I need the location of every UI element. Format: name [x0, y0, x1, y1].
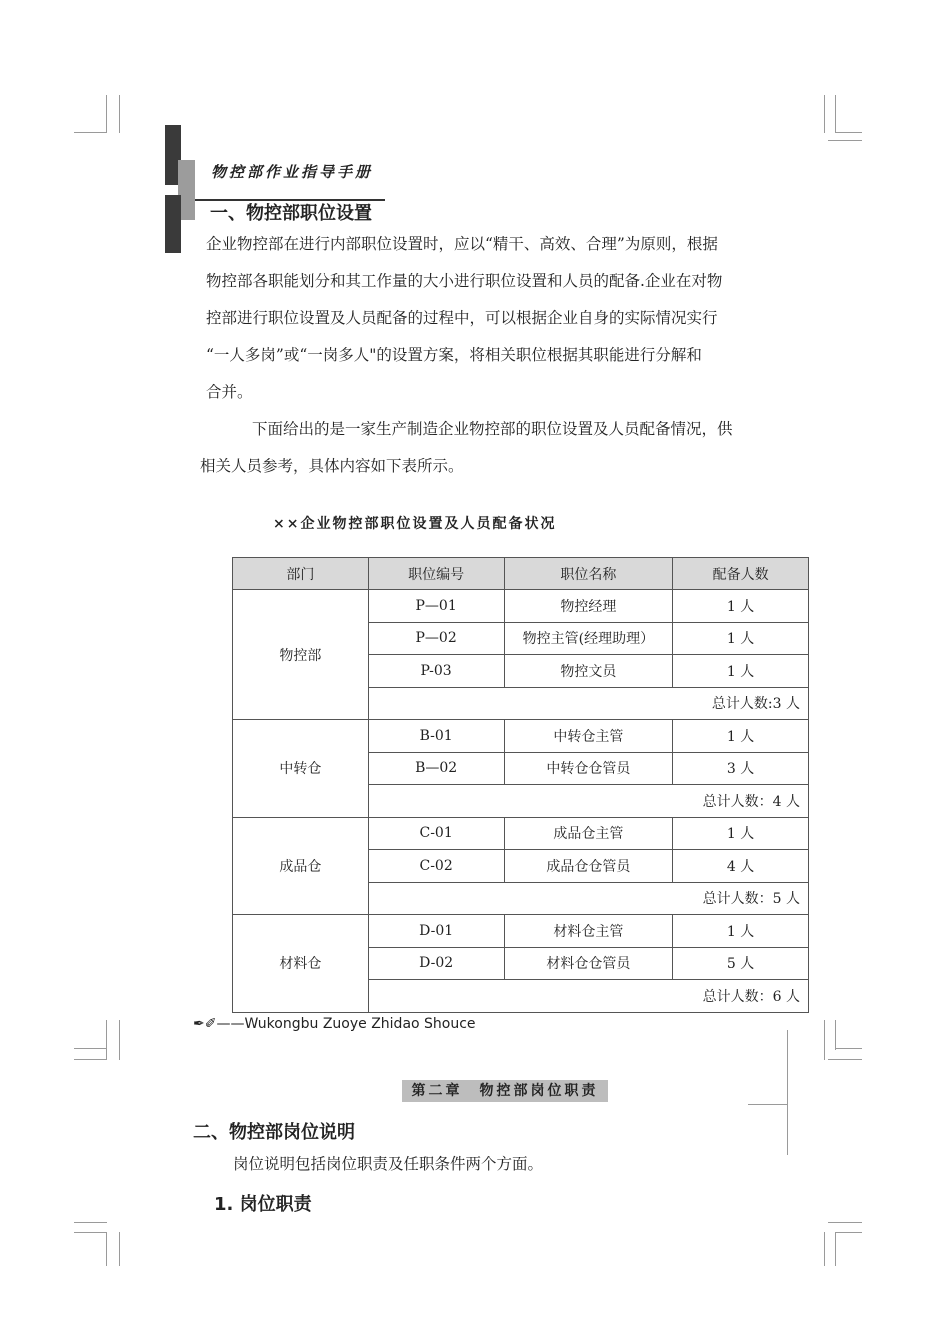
paragraph-line: 合并。	[206, 383, 253, 401]
section1-title: 一、物控部职位设置	[210, 203, 372, 224]
table-row	[233, 915, 809, 948]
headcount: 1 人	[673, 655, 809, 688]
crop-mark	[835, 1048, 862, 1049]
headcount: 4 人	[673, 850, 809, 883]
dept-cell: 物控部	[233, 590, 369, 720]
crop-mark	[119, 1020, 120, 1060]
paragraph-line: 相关人员参考，具体内容如下表所示。	[200, 457, 464, 475]
crop-mark	[828, 1059, 862, 1060]
position-name: 物控主管(经理助理）	[504, 622, 673, 655]
crop-mark	[74, 1048, 107, 1049]
paragraph-line: 企业物控部在进行内部职位设置时，应以“精干、高效、合理”为原则，根据	[206, 235, 718, 253]
position-name: 中转仓主管	[504, 720, 673, 753]
column-header: 部门	[233, 558, 369, 590]
position-name: 材料仓仓管员	[504, 947, 673, 980]
column-header: 职位名称	[504, 558, 673, 590]
table-row	[233, 720, 809, 753]
section2-title: 二、物控部岗位说明	[193, 1122, 355, 1143]
paragraph-line: 下面给出的是一家生产制造企业物控部的职位设置及人员配备情况，供	[252, 420, 733, 438]
position-code: B—02	[368, 752, 504, 785]
crop-mark	[74, 1232, 107, 1233]
paragraph-line: 控部进行职位设置及人员配备的过程中，可以根据企业自身的实际情况实行	[206, 309, 718, 327]
crop-mark	[828, 1222, 862, 1223]
crop-mark	[835, 95, 836, 133]
crop-mark	[828, 140, 862, 141]
headcount: 5 人	[673, 947, 809, 980]
dept-cell: 中转仓	[233, 720, 369, 818]
crop-mark	[835, 1232, 862, 1233]
group-total: 总计人数：6 人	[368, 980, 808, 1013]
position-name: 材料仓主管	[504, 915, 673, 948]
section1-paragraph2	[200, 411, 816, 485]
paragraph-line: 物控部各职能划分和其工作量的大小进行职位设置和人员的配备.企业在对物	[206, 272, 723, 290]
position-code: D-02	[368, 947, 504, 980]
group-total: 总计人数:3 人	[368, 687, 808, 720]
position-code: D-01	[368, 915, 504, 948]
headcount: 1 人	[673, 590, 809, 623]
position-code: B-01	[368, 720, 504, 753]
crop-mark	[74, 1222, 107, 1223]
running-header-title: 物控部作业指导手册	[211, 163, 374, 181]
table-row	[233, 817, 809, 850]
position-code: P—01	[368, 590, 504, 623]
crop-mark	[748, 1104, 788, 1105]
crop-mark	[787, 1030, 788, 1155]
group-total: 总计人数：5 人	[368, 882, 808, 915]
crop-mark	[835, 132, 862, 133]
position-name: 中转仓仓管员	[504, 752, 673, 785]
crop-mark	[824, 1232, 825, 1266]
running-footer: ✒✐——Wukongbu Zuoye Zhidao Shouce	[193, 1016, 476, 1032]
section2-intro: 岗位说明包括岗位职责及任职条件两个方面。	[233, 1155, 544, 1173]
crop-mark	[74, 1059, 107, 1060]
crop-mark	[835, 1232, 836, 1266]
position-code: C-01	[368, 817, 504, 850]
column-header: 配备人数	[673, 558, 809, 590]
crop-mark	[835, 1020, 836, 1050]
crop-mark	[824, 95, 825, 133]
staffing-table	[232, 557, 809, 1013]
position-code: C-02	[368, 850, 504, 883]
headcount: 1 人	[673, 720, 809, 753]
position-name: 成品仓主管	[504, 817, 673, 850]
headcount: 1 人	[673, 622, 809, 655]
table-header-row	[233, 558, 809, 590]
header-bar-dark-lower	[165, 195, 181, 253]
position-code: P—02	[368, 622, 504, 655]
paragraph-line: “一人多岗”或“一岗多人"的设置方案，将相关职位根据其职能进行分解和	[206, 346, 702, 364]
section2-subheading: 1. 岗位职责	[214, 1194, 312, 1215]
crop-mark	[824, 1020, 825, 1060]
position-name: 成品仓仓管员	[504, 850, 673, 883]
crop-mark	[119, 95, 120, 133]
table-row	[233, 590, 809, 623]
position-code: P-03	[368, 655, 504, 688]
crop-mark	[119, 1232, 120, 1266]
chapter-title: 第二章 物控部岗位职责	[402, 1080, 608, 1102]
headcount: 1 人	[673, 817, 809, 850]
column-header: 职位编号	[368, 558, 504, 590]
dept-cell: 成品仓	[233, 817, 369, 915]
position-name: 物控经理	[504, 590, 673, 623]
crop-mark	[74, 132, 107, 133]
headcount: 3 人	[673, 752, 809, 785]
crop-mark	[106, 1020, 107, 1060]
crop-mark	[106, 1232, 107, 1266]
group-total: 总计人数：4 人	[368, 785, 808, 818]
section1-paragraph1	[206, 226, 816, 411]
crop-mark	[106, 95, 107, 133]
headcount: 1 人	[673, 915, 809, 948]
table-caption: ××企业物控部职位设置及人员配备状况	[273, 516, 557, 532]
position-name: 物控文员	[504, 655, 673, 688]
dept-cell: 材料仓	[233, 915, 369, 1013]
